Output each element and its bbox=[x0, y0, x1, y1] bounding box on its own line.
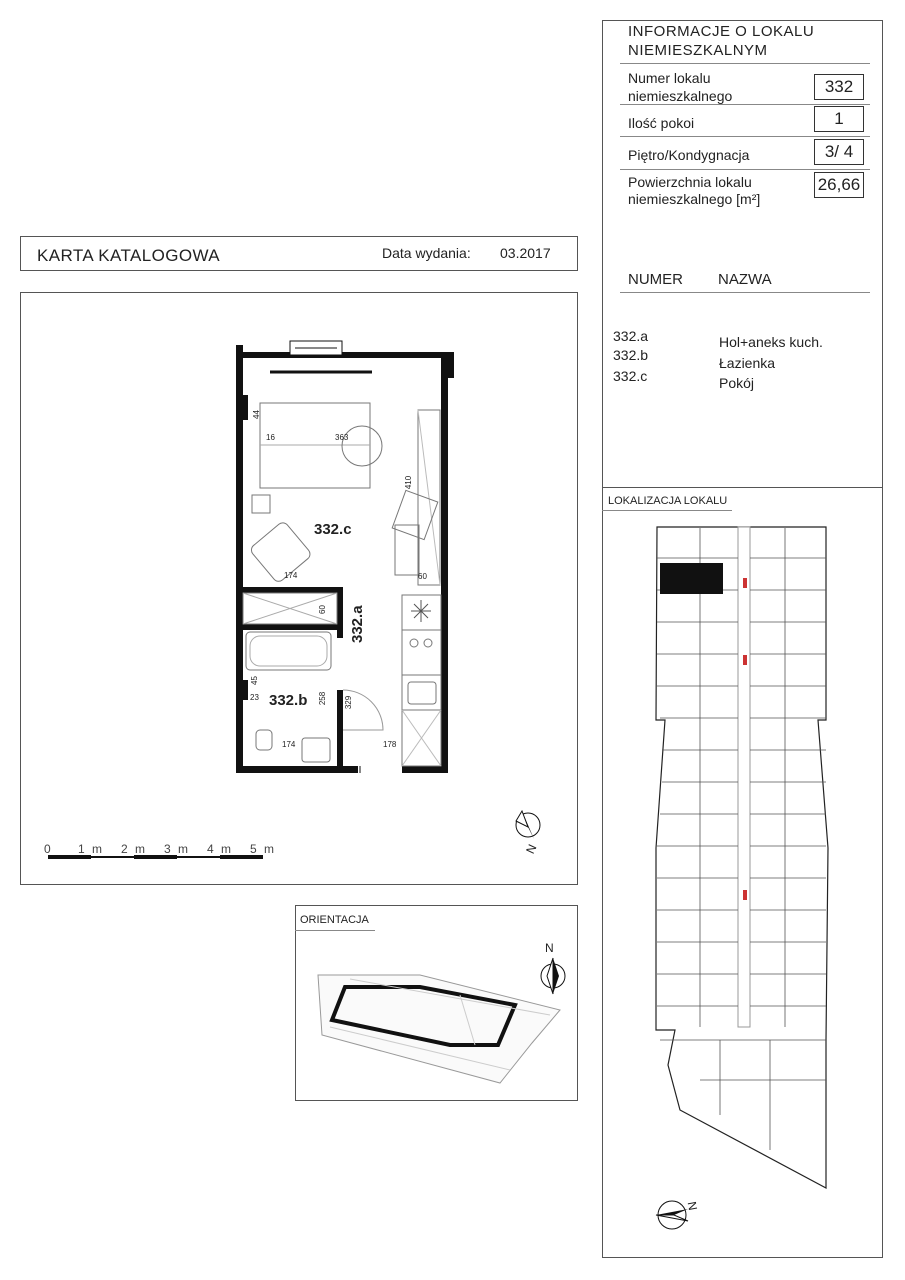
location-title: LOKALIZACJA LOKALU bbox=[608, 495, 728, 507]
dim-60-right: 60 bbox=[418, 572, 427, 581]
room-name-c: Pokój bbox=[719, 375, 755, 391]
room-name-b: Łazienka bbox=[719, 355, 776, 371]
info-title-line2: NIEMIESZKALNYM bbox=[628, 42, 768, 59]
room-num-b: 332.b bbox=[613, 347, 649, 363]
dim-16: 16 bbox=[266, 433, 275, 442]
info-value-pietro: 3/ 4 bbox=[814, 139, 864, 165]
scale-4: 4 m bbox=[207, 842, 234, 856]
dim-45: 45 bbox=[249, 676, 259, 685]
room-label-a: 332.a bbox=[349, 605, 366, 643]
dim-363: 363 bbox=[335, 433, 349, 442]
col-numer: NUMER bbox=[628, 271, 683, 288]
dim-23: 23 bbox=[250, 693, 259, 702]
info-label-pokoi: Ilość pokoi bbox=[628, 115, 695, 131]
dim-178: 178 bbox=[383, 740, 397, 749]
dim-44: 44 bbox=[251, 410, 261, 419]
orientation-title: ORIENTACJA bbox=[300, 914, 369, 926]
info-value-pokoi: 1 bbox=[814, 106, 864, 132]
scale-0: 0 bbox=[44, 842, 51, 856]
col-nazwa: NAZWA bbox=[718, 271, 772, 288]
info-label-pow-2: niemieszkalnego [m²] bbox=[628, 191, 761, 207]
room-label-c: 332.c bbox=[314, 521, 352, 538]
scale-3: 3 m bbox=[164, 842, 191, 856]
header-title: KARTA KATALOGOWA bbox=[37, 246, 221, 265]
dim-410: 410 bbox=[404, 475, 414, 490]
plan-north-label: N bbox=[523, 842, 540, 856]
location-north-label: N bbox=[684, 1200, 700, 1212]
dim-258: 258 bbox=[318, 691, 328, 706]
dim-329: 329 bbox=[344, 695, 354, 710]
scale-5: 5 m bbox=[250, 842, 277, 856]
dim-174-top: 174 bbox=[284, 571, 298, 580]
orientation-north-label: N bbox=[545, 941, 554, 955]
scale-1: 1 m bbox=[78, 842, 105, 856]
info-label-pow-1: Powierzchnia lokalu bbox=[628, 174, 752, 190]
info-value-numer: 332 bbox=[814, 74, 864, 100]
room-num-a: 332.a bbox=[613, 328, 649, 344]
info-label-pietro: Piętro/Kondygnacja bbox=[628, 147, 750, 163]
room-label-b: 332.b bbox=[269, 692, 308, 709]
dim-174-bottom: 174 bbox=[282, 740, 296, 749]
info-label-numer-2: niemieszkalnego bbox=[628, 88, 733, 104]
info-label-numer-1: Numer lokalu bbox=[628, 70, 711, 86]
room-num-c: 332.c bbox=[613, 368, 648, 384]
header-date-value: 03.2017 bbox=[500, 245, 551, 261]
info-title-line1: INFORMACJE O LOKALU bbox=[628, 23, 815, 40]
header-date-label: Data wydania: bbox=[382, 245, 471, 261]
info-value-pow: 26,66 bbox=[814, 172, 864, 198]
room-name-a: Hol+aneks kuch. bbox=[719, 334, 823, 350]
scale-2: 2 m bbox=[121, 842, 148, 856]
dim-60-hall: 60 bbox=[317, 605, 327, 614]
